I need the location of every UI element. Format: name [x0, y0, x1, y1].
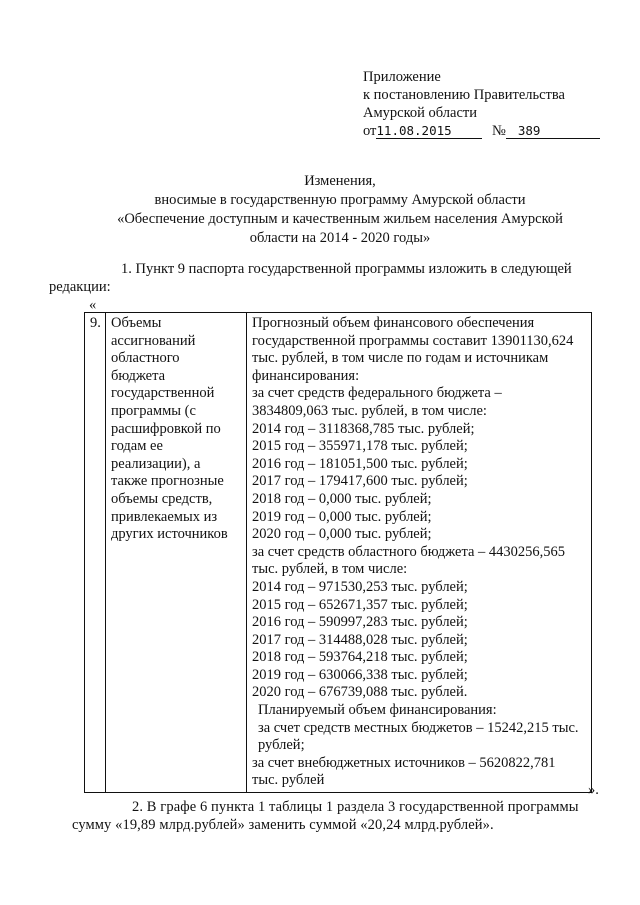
row-content-line: 2016 год – 590997,283 тыс. рублей; — [252, 614, 468, 631]
row-content-line: 2014 год – 971530,253 тыс. рублей; — [252, 578, 468, 595]
row-name-line: программы (с — [111, 402, 196, 419]
appendix-header — [363, 68, 600, 140]
row-content-line: 2014 год – 3118368,785 тыс. рублей; — [252, 420, 475, 437]
row-name-line: Объемы — [111, 315, 162, 331]
date-prefix: от — [363, 123, 377, 139]
row-content-line: 2015 год – 652671,357 тыс. рублей; — [252, 596, 468, 613]
table-row — [85, 313, 592, 793]
row-content-line: государственной программы составит 13901130,624 — [252, 332, 574, 349]
row-name-line: объемы средств, — [111, 490, 213, 507]
passport-table — [84, 312, 592, 793]
paragraph-2 — [72, 798, 600, 834]
title-line-4: области на 2014 - 2020 годы» — [249, 230, 431, 246]
row-name-line: государственной — [111, 385, 215, 402]
row-content-line: Прогнозный объем финансового обеспечения — [252, 315, 535, 331]
paragraph-1-line-1: 1. Пункт 9 паспорта государственной программы изложить в следующей — [121, 261, 572, 277]
row-name-cell — [106, 313, 247, 793]
row-content-line: 3834809,063 тыс. рублей, в том числе: — [252, 402, 487, 419]
row-content-line: 2015 год – 355971,178 тыс. рублей; — [252, 438, 468, 455]
row-content-line: финансирования: — [252, 367, 360, 384]
row-content-line: Планируемый объем финансирования: — [258, 702, 497, 719]
open-quote: « — [89, 297, 97, 313]
title-line-1: Изменения, — [304, 173, 376, 189]
row-content-line: за счет средств областного бюджета – 4430256,565 — [252, 543, 566, 560]
paragraph-2-line-1: 2. В графе 6 пункта 1 таблицы 1 раздела 3 государственной программы — [132, 799, 579, 815]
paragraph-2-line-2: сумму «19,89 млрд.рублей» заменить суммой «20,24 млрд.рублей». — [72, 817, 494, 833]
paragraph-1 — [49, 260, 600, 296]
row-content-line: за счет средств местных бюджетов – 15242,215 тыс. — [258, 719, 579, 736]
row-content-line: 2016 год – 181051,500 тыс. рублей; — [252, 455, 468, 472]
row-content-line: тыс. рублей — [252, 772, 325, 789]
row-name-line: годам ее — [111, 438, 163, 455]
close-quote: ». — [588, 782, 599, 798]
title-line-2: вносимые в государственную программу Амурской области — [154, 192, 526, 208]
row-content-line: 2018 год – 593764,218 тыс. рублей; — [252, 649, 468, 666]
document-title — [60, 172, 620, 248]
paragraph-1-line-2: редакции: — [49, 279, 111, 295]
row-content-line: 2019 год – 630066,338 тыс. рублей; — [252, 666, 468, 683]
row-content-line: за счет внебюджетных источников – 5620822,781 — [252, 754, 556, 771]
row-content-line: тыс. рублей, в том числе по годам и источникам — [252, 350, 549, 367]
row-content-line: 2020 год – 676739,088 тыс. рублей. — [252, 684, 468, 701]
number-field: 389 — [506, 124, 600, 139]
number-label: № — [492, 123, 506, 139]
row-content-line: за счет средств федерального бюджета – — [252, 385, 502, 402]
date-field: 11.08.2015 — [376, 124, 482, 139]
row-content-line: 2018 год – 0,000 тыс. рублей; — [252, 490, 432, 507]
appendix-decree-line: к постановлению Правительства — [363, 87, 565, 103]
row-content-line: 2020 год – 0,000 тыс. рублей; — [252, 526, 432, 543]
row-content-line: 2017 год – 179417,600 тыс. рублей; — [252, 473, 468, 490]
row-name-line: областного — [111, 350, 180, 367]
row-name-line: расшифровкой по — [111, 420, 221, 437]
appendix-region-line: Амурской области — [363, 105, 477, 121]
row-content-line: рублей; — [258, 737, 305, 754]
title-line-3: «Обеспечение доступным и качественным жильем населения Амурской — [117, 211, 563, 227]
appendix-label: Приложение — [363, 69, 441, 85]
row-number-cell: 9. — [85, 313, 106, 793]
row-content-line: 2019 год – 0,000 тыс. рублей; — [252, 508, 432, 525]
appendix-date-number-line — [363, 122, 600, 140]
row-name-line: бюджета — [111, 367, 166, 384]
row-name-line: ассигнований — [111, 332, 196, 349]
row-name-line: также прогнозные — [111, 473, 224, 490]
row-content-cell — [247, 313, 592, 793]
row-content-line: 2017 год – 314488,028 тыс. рублей; — [252, 631, 468, 648]
row-name-line: других источников — [111, 526, 228, 543]
row-name-line: реализации), а — [111, 455, 201, 472]
row-name-line: привлекаемых из — [111, 508, 218, 525]
row-content-line: тыс. рублей, в том числе: — [252, 561, 408, 578]
